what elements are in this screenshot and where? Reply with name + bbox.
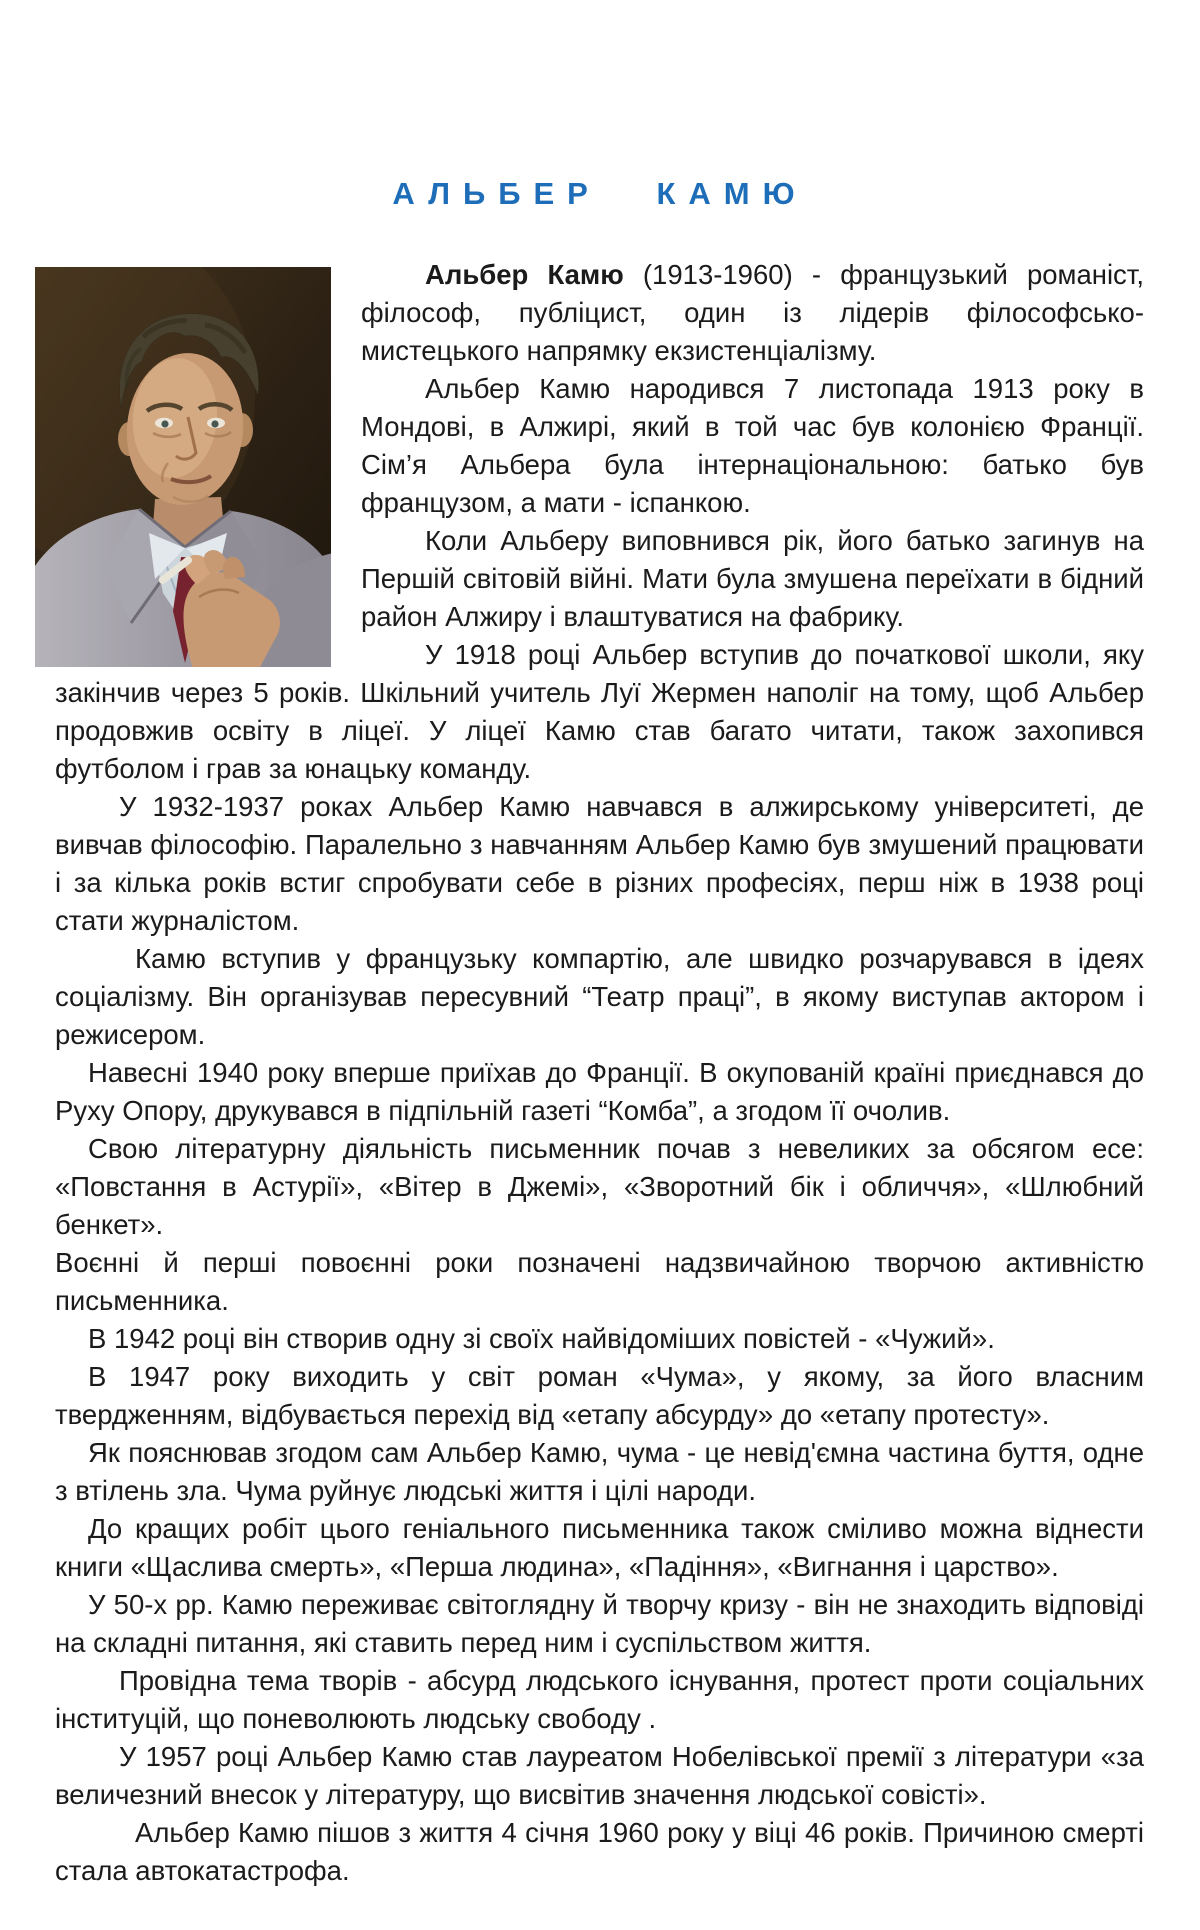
- paragraph: Альбер Камю народився 7 листопада 1913 року в Мондові, в Алжирі, який в той час був колонією Франції. Сім’я Альбера була інтернаціональною: батько був французом, а мати - іспанкою.: [361, 373, 1144, 518]
- intro-text: (1913-1960) - французький романіст, філософ, публіцист, один із лідерів філософсько-мистецького напрямку екзистенціалізму.: [361, 259, 1144, 366]
- page-title: АЛЬБЕР КАМЮ: [392, 176, 808, 211]
- paragraph: В 1942 році він створив одну зі своїх найвідоміших повістей - «Чужий».: [88, 1323, 995, 1354]
- paragraph: У 50-х рр. Камю переживає світоглядну й творчу кризу - він не знаходить відповіді на складні питання, які ставить перед ним і суспільством життя.: [55, 1589, 1144, 1658]
- paragraph: У 1957 році Альбер Камю став лауреатом Нобелівської премії з літератури «за величезний внесок у літературу, що висвітив значення людської совісті».: [55, 1741, 1144, 1810]
- paragraph: Альбер Камю пішов з життя 4 січня 1960 року у віці 46 років. Причиною смерті стала автокатастрофа.: [55, 1817, 1144, 1886]
- paragraph: До кращих робіт цього геніального письменника також сміливо можна віднести книги «Щаслива смерть», «Перша людина», «Падіння», «Вигнання і царство».: [55, 1513, 1144, 1582]
- paragraph: У 1918 році Альбер вступив до початкової школи, яку закінчив через 5 років. Шкільний учитель Луї Жермен наполіг на тому, щоб Альбер продовжив освіту в ліцеї. У ліцеї Камю став багато читати, також захопився футболом і грав за юнацьку команду.: [55, 639, 1144, 784]
- camus-portrait-illustration: [35, 267, 331, 667]
- paragraph: У 1932-1937 роках Альбер Камю навчався в алжирському університеті, де вивчав філософію. Паралельно з навчанням Альбер Камю був змушений працювати і за кілька років встиг спробувати себе в різних професіях, перш ніж в 1938 році стати журналістом.: [55, 791, 1144, 936]
- paragraph: В 1947 року виходить у світ роман «Чума», у якому, за його власним твердженням, відбувається перехід від «етапу абсурду» до «етапу протесту».: [55, 1361, 1144, 1430]
- paragraph: Камю вступив у французьку компартію, але швидко розчарувався в ідеях соціалізму. Він організував пересувний “Театр праці”, в якому виступав актором і режисером.: [55, 943, 1144, 1050]
- intro-bold-name: Альбер Камю: [425, 259, 624, 290]
- paragraph: Провідна тема творів - абсурд людського існування, протест проти соціальних інституцій, що поневолюють людську свободу .: [55, 1665, 1144, 1734]
- camus-portrait-photo: [35, 267, 331, 667]
- paragraph: Коли Альберу виповнився рік, його батько загинув на Першій світовій війні. Мати була змушена переїхати в бідний район Алжиру і влаштуватися на фабрику.: [361, 525, 1144, 632]
- paragraph: Свою літературну діяльність письменник почав з невеликих за обсягом есе: «Повстання в Астурії», «Вітер в Джемі», «Зворотний бік і обличчя», «Шлюбний бенкет».: [55, 1133, 1144, 1240]
- paragraph: Воєнні й перші повоєнні роки позначені надзвичайною творчою активністю письменника.: [55, 1247, 1144, 1316]
- paragraph: Як пояснював згодом сам Альбер Камю, чума - це невід'ємна частина буття, одне з втілень зла. Чума руйнує людські життя і цілі народи.: [55, 1437, 1144, 1506]
- document-body: [0, 212, 1200, 1930]
- paragraph: Навесні 1940 року вперше приїхав до Франції. В окупованій країні приєднався до Руху Опору, друкувався в підпільній газеті “Комба”, а згодом її очолив.: [55, 1057, 1144, 1126]
